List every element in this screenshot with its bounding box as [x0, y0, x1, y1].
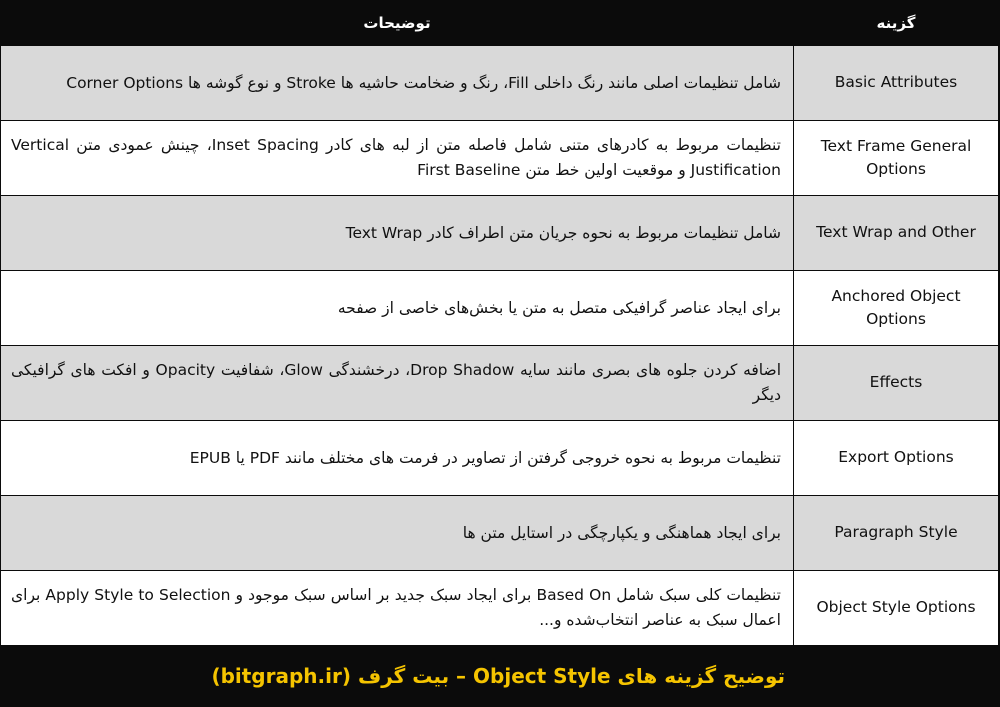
table-row	[1, 496, 999, 571]
option-cell: Text Frame General Options	[794, 121, 999, 196]
table-row	[1, 271, 999, 346]
description-cell: برای ایجاد هماهنگی و یکپارچگی در استایل متن ها	[1, 496, 794, 571]
footer-caption-bar	[0, 645, 1000, 707]
description-cell: تنظیمات مربوط به کادرهای متنی شامل فاصله متن از لبه های کادر Inset Spacing، چینش عمودی متن Vertical Justification و موقعیت اولین خط متن First Baseline	[1, 121, 794, 196]
table-row	[1, 571, 999, 646]
description-cell: شامل تنظیمات مربوط به نحوه جریان متن اطراف کادر Text Wrap	[1, 196, 794, 271]
description-cell: برای ایجاد عناصر گرافیکی متصل به متن یا بخش‌های خاصی از صفحه	[1, 271, 794, 346]
table-row	[1, 121, 999, 196]
header-option: گزینه	[794, 1, 999, 46]
description-cell: تنظیمات کلی سبک شامل Based On برای ایجاد سبک جدید بر اساس سبک موجود و Apply Style to Selection برای اعمال سبک به عناصر انتخاب‌شده و...	[1, 571, 794, 646]
description-cell: شامل تنظیمات اصلی مانند رنگ داخلی Fill، رنگ و ضخامت حاشیه ها Stroke و نوع گوشه ها Corner Options	[1, 46, 794, 121]
option-cell: Object Style Options	[794, 571, 999, 646]
option-cell: Paragraph Style	[794, 496, 999, 571]
option-cell: Text Wrap and Other	[794, 196, 999, 271]
header-description: توضیحات	[1, 1, 794, 46]
option-cell: Effects	[794, 346, 999, 421]
table-header-row	[1, 1, 999, 46]
table-row	[1, 421, 999, 496]
description-cell: تنظیمات مربوط به نحوه خروجی گرفتن از تصاویر در فرمت های مختلف مانند PDF یا EPUB	[1, 421, 794, 496]
footer-caption: توضیح گزینه های Object Style – بیت گرف (bitgraph.ir)	[211, 664, 785, 688]
option-cell: Export Options	[794, 421, 999, 496]
option-cell: Basic Attributes	[794, 46, 999, 121]
table-row	[1, 346, 999, 421]
table-row	[1, 46, 999, 121]
description-cell: اضافه کردن جلوه های بصری مانند سایه Drop Shadow، درخشندگی Glow، شفافیت Opacity و افکت های گرافیکی دیگر	[1, 346, 794, 421]
table-row	[1, 196, 999, 271]
option-cell: Anchored Object Options	[794, 271, 999, 346]
